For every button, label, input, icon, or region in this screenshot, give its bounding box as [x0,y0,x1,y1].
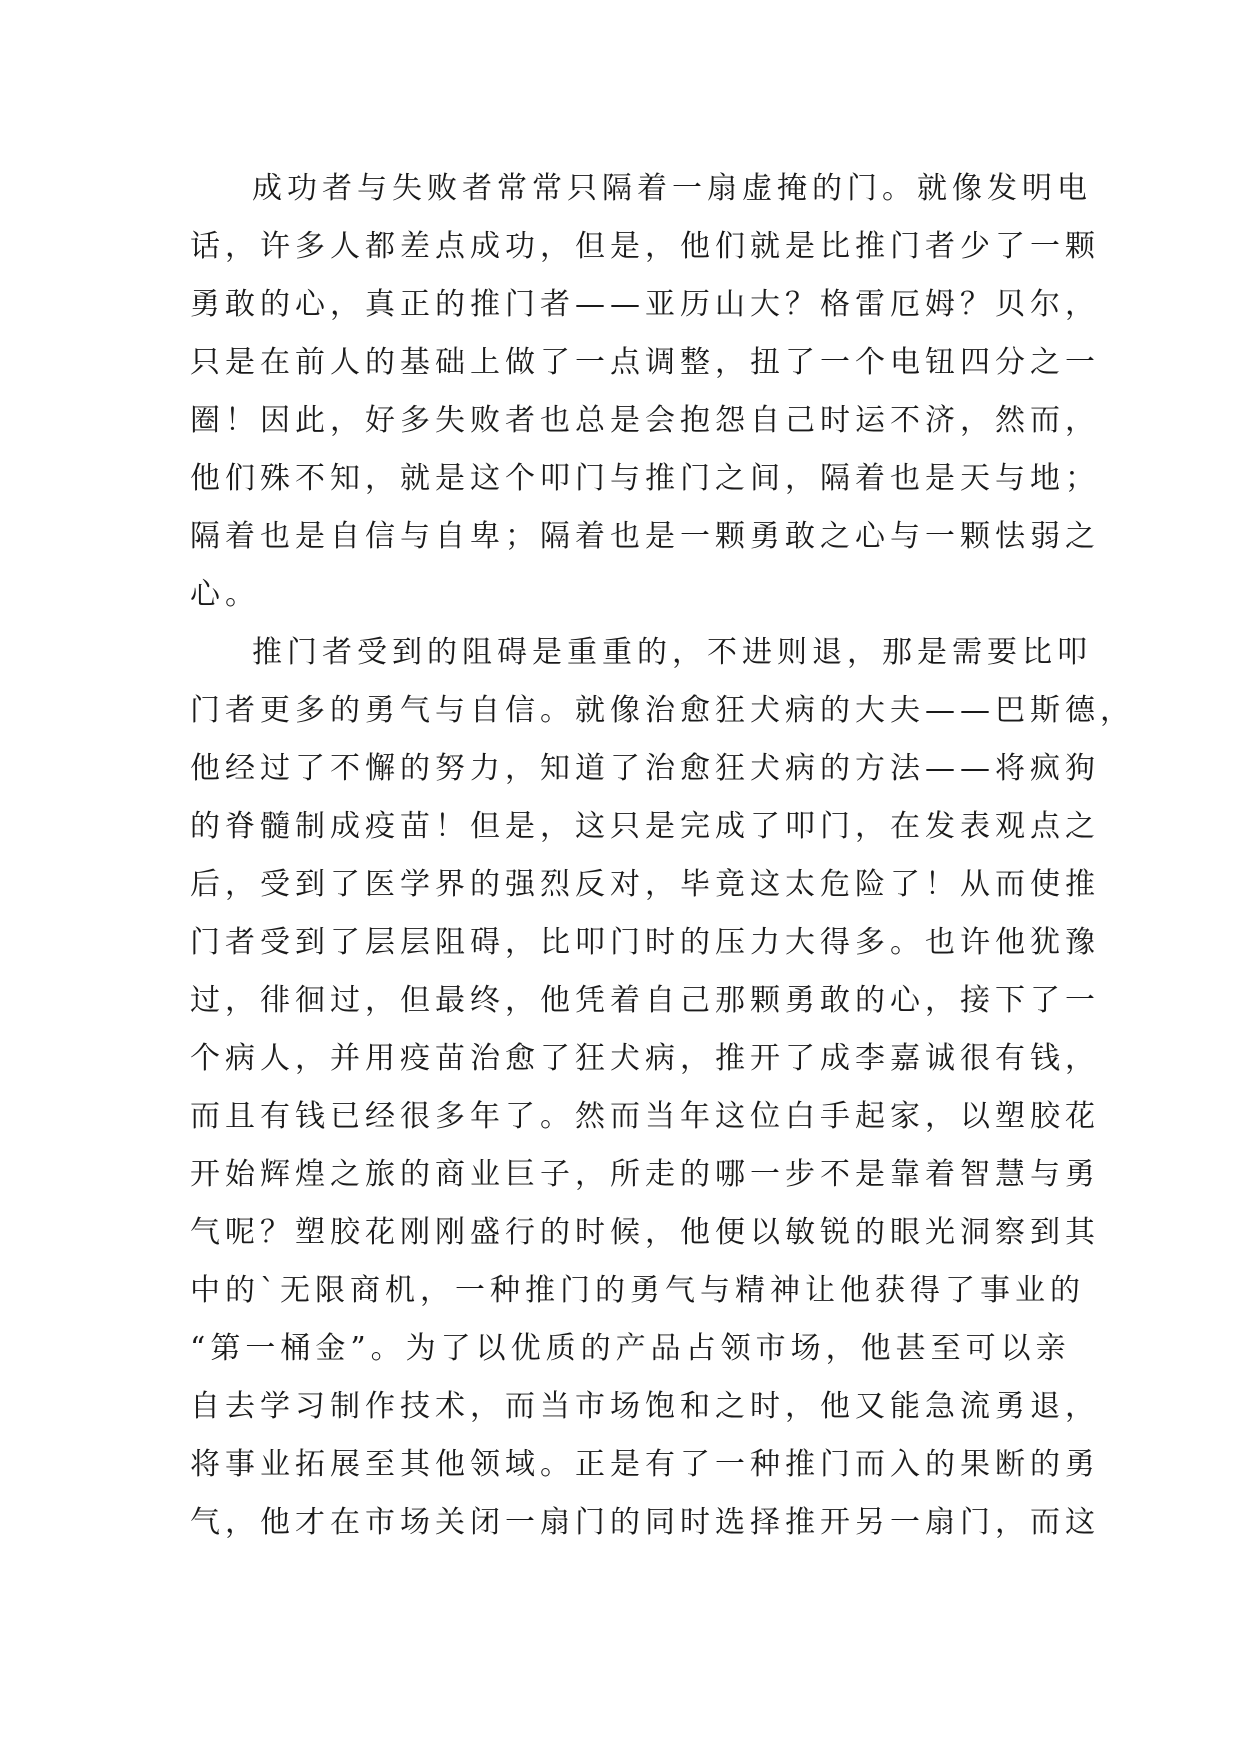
text-line: 的脊髓制成疫苗！但是，这只是完成了叩门，在发表观点之 [190,809,1100,844]
text-line: 后，受到了医学界的强烈反对，毕竟这太危险了！从而使推 [190,867,1100,902]
text-line: 他们殊不知，就是这个叩门与推门之间，隔着也是天与地； [190,461,1100,496]
text-line: 中的`无限商机，一种推门的勇气与精神让他获得了事业的 [190,1273,1085,1308]
text-line: 而且有钱已经很多年了。然而当年这位白手起家，以塑胶花 [190,1099,1100,1134]
text-line: 隔着也是自信与自卑；隔着也是一颗勇敢之心与一颗怯弱之 [190,519,1100,554]
text-line: 门者更多的勇气与自信。就像治愈狂犬病的大夫——巴斯德， [190,693,1135,728]
text-line: 过，徘徊过，但最终，他凭着自己那颗勇敢的心，接下了一 [190,983,1100,1018]
text-line: “第一桶金”。为了以优质的产品占领市场，他甚至可以亲 [190,1331,1071,1366]
text-line: 将事业拓展至其他领域。正是有了一种推门而入的果断的勇 [190,1447,1100,1482]
text-line: 话，许多人都差点成功，但是，他们就是比推门者少了一颗 [190,229,1100,264]
text-line: 气，他才在市场关闭一扇门的同时选择推开另一扇门，而这 [190,1505,1100,1540]
text-line: 气呢？塑胶花刚刚盛行的时候，他便以敏锐的眼光洞察到其 [190,1215,1100,1250]
paragraph [190,160,1100,624]
text-line: 自去学习制作技术，而当市场饱和之时，他又能急流勇退， [190,1389,1100,1424]
text-line: 只是在前人的基础上做了一点调整，扭了一个电钮四分之一 [190,345,1100,380]
text-line: 心。 [190,577,260,612]
text-line: 门者受到了层层阻碍，比叩门时的压力大得多。也许他犹豫 [190,925,1100,960]
text-line: 推门者受到的阻碍是重重的，不进则退，那是需要比叩 [252,635,1092,670]
text-line: 圈！因此，好多失败者也总是会抱怨自己时运不济，然而， [190,403,1100,438]
text-line: 他经过了不懈的努力，知道了治愈狂犬病的方法——将疯狗 [190,751,1100,786]
text-line: 成功者与失败者常常只隔着一扇虚掩的门。就像发明电 [252,171,1092,206]
paragraph [190,624,1135,1552]
text-line: 开始辉煌之旅的商业巨子，所走的哪一步不是靠着智慧与勇 [190,1157,1100,1192]
body-text [190,160,1135,1552]
text-line: 勇敢的心，真正的推门者——亚历山大？格雷厄姆？贝尔， [190,287,1100,322]
text-line: 个病人，并用疫苗治愈了狂犬病，推开了成李嘉诚很有钱， [190,1041,1100,1076]
